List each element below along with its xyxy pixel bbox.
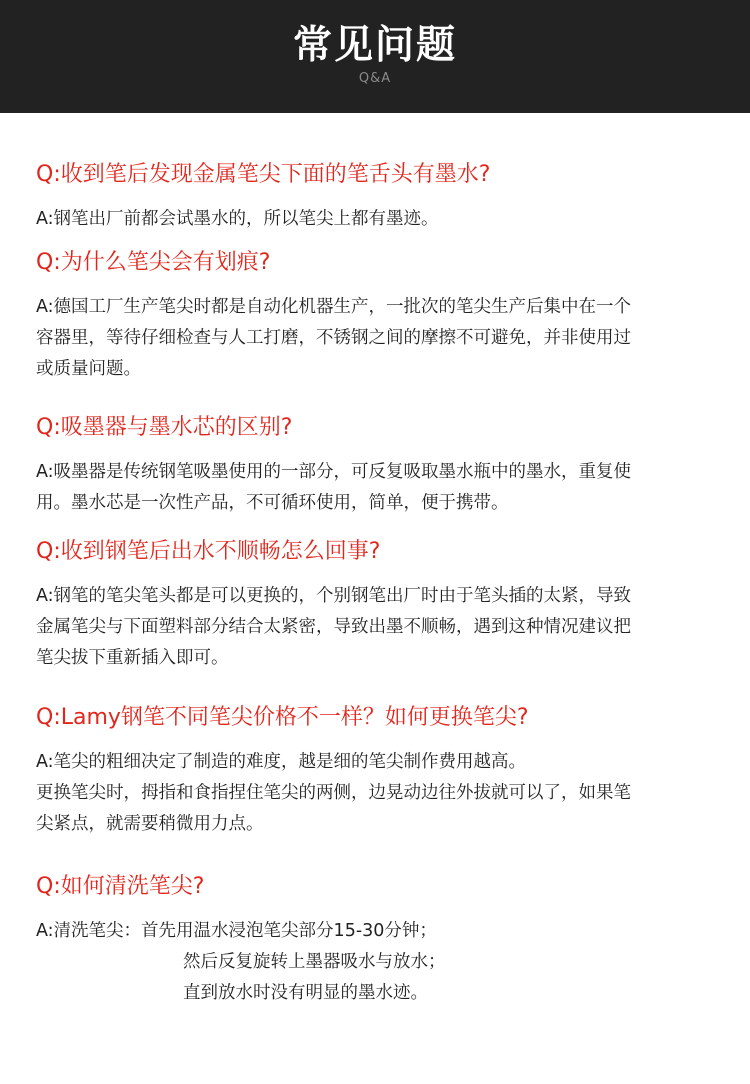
faq-answer-line: 然后反复旋转上墨器吸水与放水； <box>183 952 446 972</box>
faq-answer-line: A:德国工厂生产笔尖时都是自动化机器生产，一批次的笔尖生产后集中在一个 <box>36 297 632 317</box>
faq-question: Q:为什么笔尖会有划痕? <box>36 250 271 275</box>
faq-answer-line: 用。墨水芯是一次性产品，不可循环使用，简单，便于携带。 <box>36 493 509 513</box>
faq-answer <box>36 747 720 840</box>
faq-answer <box>36 581 720 674</box>
faq-answer-line: 或质量问题。 <box>36 359 141 379</box>
page-subtitle: Q&A <box>358 71 392 86</box>
faq-item <box>36 872 720 1009</box>
faq-question: Q:收到钢笔后出水不顺畅怎么回事? <box>36 539 381 564</box>
faq-question: Q:如何清洗笔尖? <box>36 874 205 899</box>
faq-answer <box>36 916 720 1009</box>
faq-answer <box>36 292 720 385</box>
faq-question: Q:吸墨器与墨水芯的区别? <box>36 415 293 440</box>
faq-answer-line: 尖紧点，就需要稍微用力点。 <box>36 814 264 834</box>
faq-answer <box>36 204 720 235</box>
page-title: 常见问题 <box>292 23 457 68</box>
faq-item <box>36 413 720 519</box>
faq-answer-line: 金属笔尖与下面塑料部分结合太紧密，导致出墨不顺畅，遇到这种情况建议把 <box>36 617 631 637</box>
faq-answer-line: 直到放水时没有明显的墨水迹。 <box>183 983 428 1003</box>
faq-answer-line: 笔尖拔下重新插入即可。 <box>36 648 229 668</box>
faq-item <box>36 248 720 385</box>
faq-question: Q:Lamy钢笔不同笔尖价格不一样？如何更换笔尖? <box>36 705 529 730</box>
faq-answer-line: A:钢笔出厂前都会试墨水的，所以笔尖上都有墨迹。 <box>36 209 439 229</box>
faq-answer-line: A:吸墨器是传统钢笔吸墨使用的一部分，可反复吸取墨水瓶中的墨水，重复使 <box>36 462 632 482</box>
faq-item <box>36 537 720 674</box>
faq-answer-line: 容器里，等待仔细检查与人工打磨，不锈钢之间的摩擦不可避免，并非使用过 <box>36 328 631 348</box>
faq-answer-line: A:清洗笔尖：首先用温水浸泡笔尖部分15-30分钟； <box>36 921 437 941</box>
faq-answer-line: A:笔尖的粗细决定了制造的难度，越是细的笔尖制作费用越高。 <box>36 752 527 772</box>
faq-question: Q:收到笔后发现金属笔尖下面的笔舌头有墨水? <box>36 162 491 187</box>
faq-item <box>36 703 720 840</box>
page-header <box>0 0 750 113</box>
faq-answer-line: 更换笔尖时，拇指和食指捏住笔尖的两侧，边晃动边往外拔就可以了，如果笔 <box>36 783 631 803</box>
faq-answer-line: A:钢笔的笔尖笔头都是可以更换的，个别钢笔出厂时由于笔头插的太紧，导致 <box>36 586 632 606</box>
faq-item <box>36 160 720 235</box>
faq-answer <box>36 457 720 519</box>
